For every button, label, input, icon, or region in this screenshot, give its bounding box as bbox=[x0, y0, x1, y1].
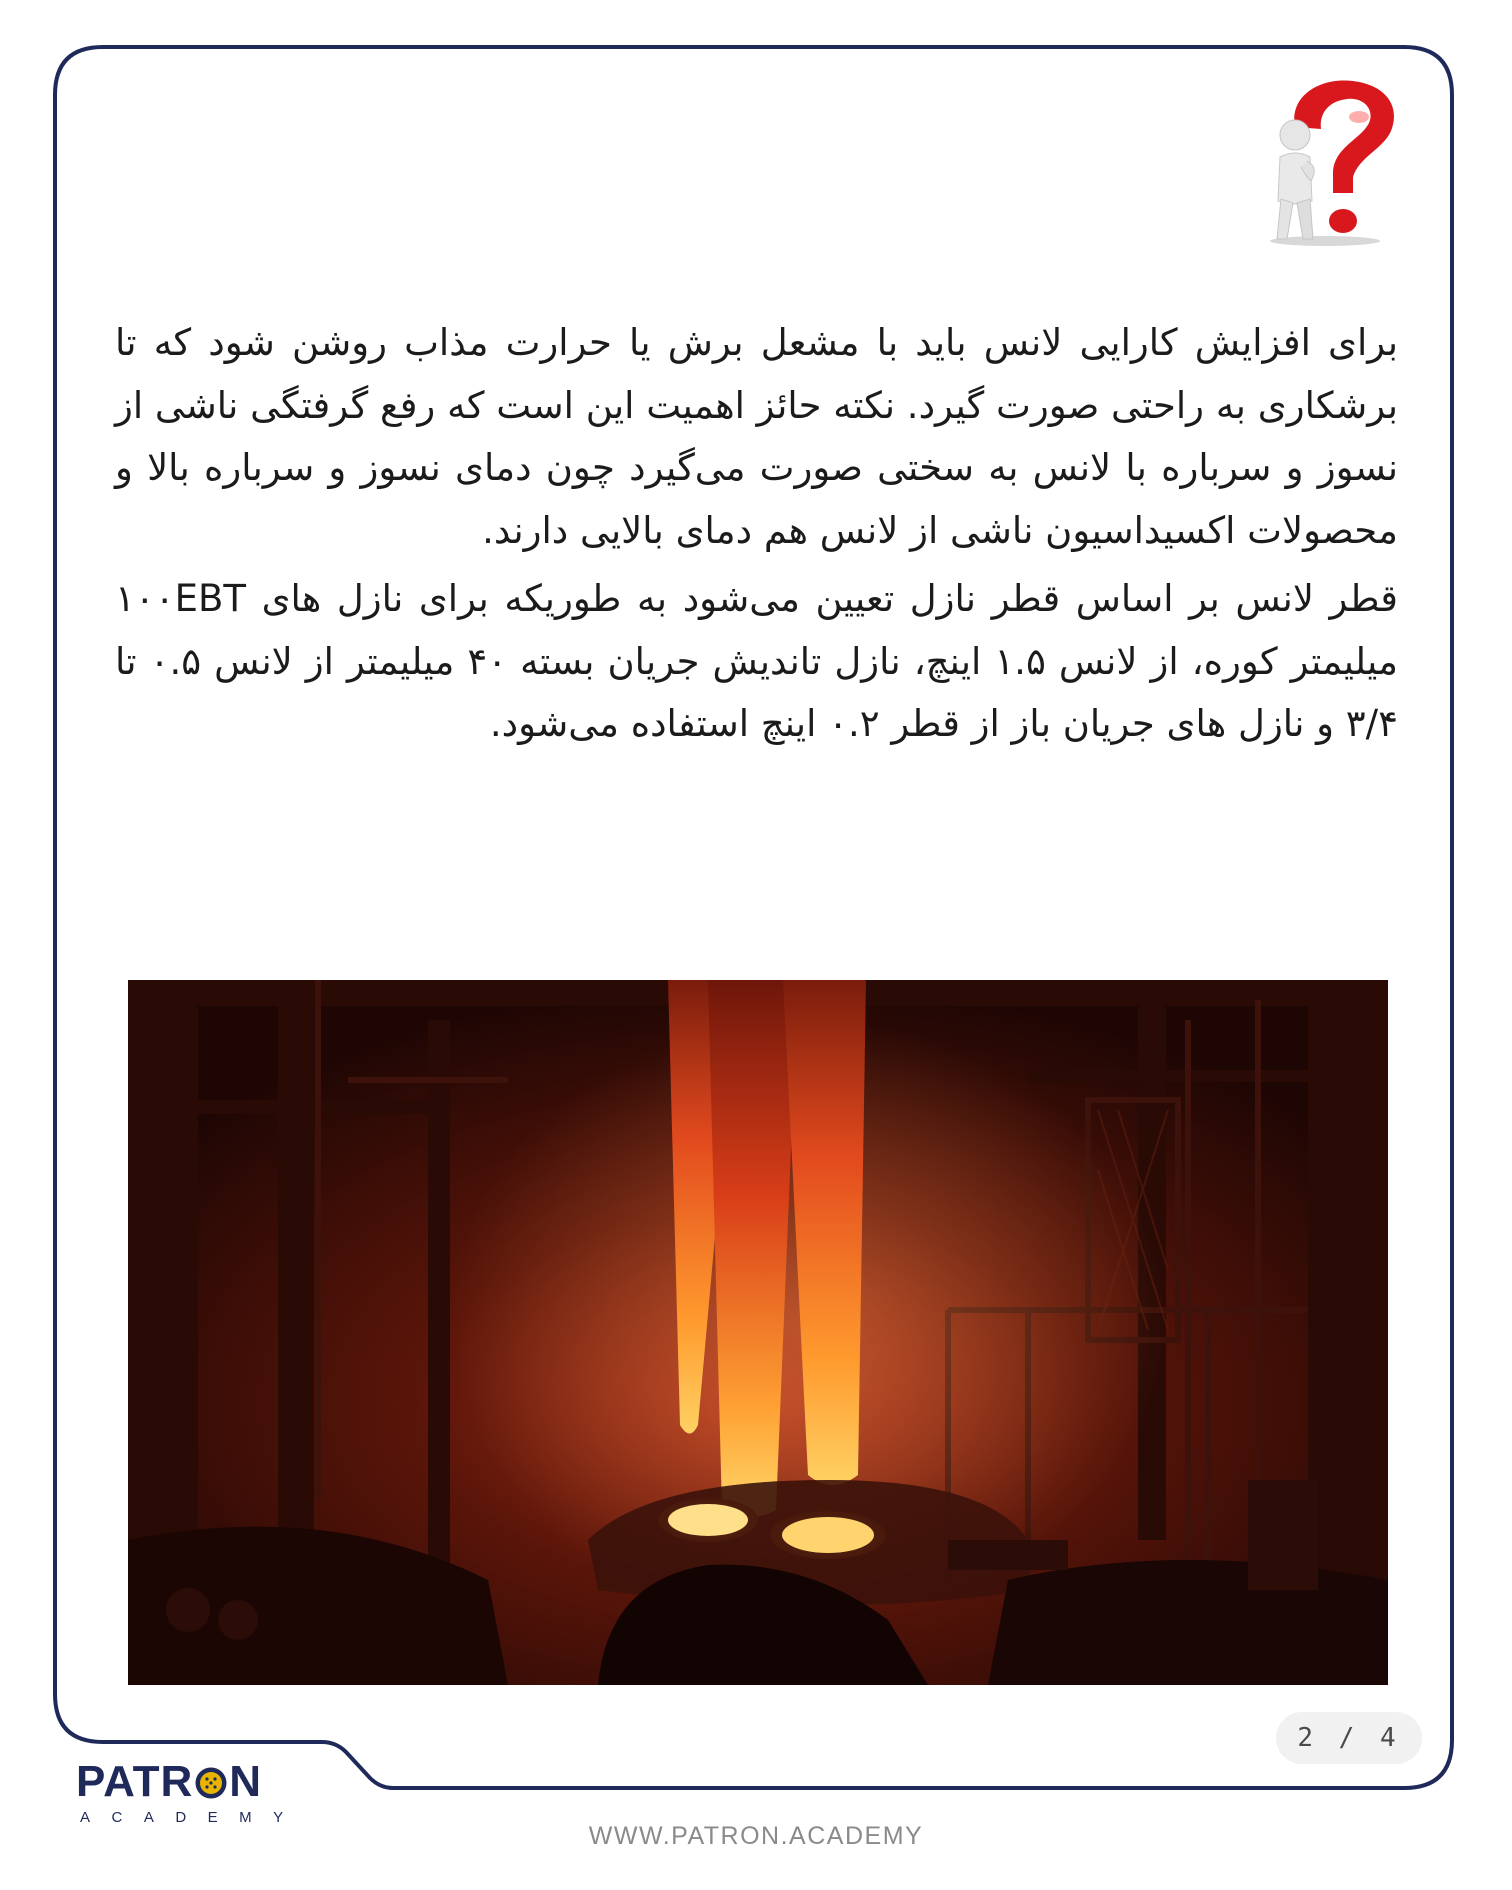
question-mark-figure bbox=[1255, 75, 1405, 250]
paragraph-lance-diameter: قطر لانس بر اساس قطر نازل تعیین می‌شود به طوریکه برای نازل های ۱۰۰EBT میلیمتر کوره، از لانس ۱.۵ اینچ، نازل تاندیش جریان بسته ۴۰ میلیمتر از لانس ۰.۵ تا ۳/۴ و نازل های جریان باز از قطر ۰.۲ اینچ استفاده می‌شود. bbox=[115, 577, 1398, 745]
furnace-lance-photo bbox=[128, 980, 1388, 1685]
logo-tagline: ACADEMY bbox=[80, 1809, 305, 1826]
website-url[interactable]: WWW.PATRON.ACADEMY bbox=[588, 1822, 924, 1850]
patron-academy-logo bbox=[76, 1757, 346, 1830]
article-body bbox=[115, 312, 1398, 762]
logo-wordmark bbox=[76, 1757, 263, 1806]
logo-text-left: PATR bbox=[76, 1757, 194, 1806]
logo-o-icon bbox=[194, 1766, 228, 1800]
paragraph-lance-efficiency: برای افزایش کارایی لانس باید با مشعل برش یا حرارت مذاب روشن شود که تا برشکاری به راحتی صورت گیرد. نکته حائز اهمیت این است که رفع گرفتگی ناشی از نسوز و سرباره با لانس به سختی صورت می‌گیرد چون دمای نسوز و سرباره بالا و محصولات اکسیداسیون ناشی از لانس هم دمای بالایی دارند. bbox=[115, 321, 1398, 552]
logo-text-right: N bbox=[229, 1757, 263, 1806]
page-indicator: 2 / 4 bbox=[1276, 1712, 1422, 1764]
